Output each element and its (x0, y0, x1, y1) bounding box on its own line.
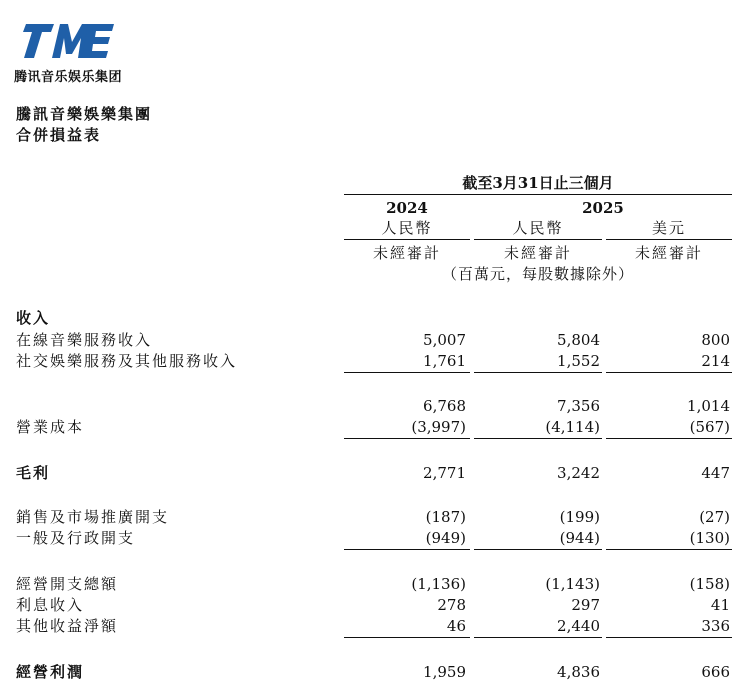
col2-underline (474, 239, 602, 240)
gross-profit-2025: 3,242 (557, 464, 600, 482)
other-gains-2024: 46 (446, 617, 466, 635)
audit-label-2: 未經審計 (503, 244, 572, 262)
year-2025-header: 2025 (582, 199, 624, 217)
total-opex-label: 經營開支總額 (16, 575, 119, 593)
cost-of-revenue-2024: (3,997) (411, 418, 466, 436)
online-music-usd: 800 (701, 331, 730, 349)
company-title: 騰訊音樂娛樂集團 (16, 105, 153, 123)
rule-opex-2 (474, 549, 602, 550)
online-music-label: 在線音樂服務收入 (16, 331, 153, 349)
company-logo (14, 22, 130, 85)
period-header: 截至3月31日止三個月 (462, 174, 614, 192)
gross-profit-usd: 447 (701, 464, 730, 482)
revenue-header: 收入 (16, 309, 51, 327)
cost-of-revenue-2025: (4,114) (545, 418, 600, 436)
total-revenue-2024: 6,768 (423, 397, 466, 415)
col1-underline (344, 239, 470, 240)
total-opex-2024: (1,136) (411, 575, 466, 593)
total-revenue-usd: 1,014 (687, 397, 730, 415)
social-ent-usd: 214 (701, 352, 730, 370)
rule-other-2 (474, 637, 602, 638)
currency-rmb-2024: 人民幣 (381, 219, 433, 237)
total-opex-2025: (1,143) (545, 575, 600, 593)
col3-underline (606, 239, 732, 240)
social-ent-label: 社交娛樂服務及其他服務收入 (16, 352, 238, 370)
admin-2024: (949) (425, 529, 466, 547)
admin-usd: (130) (689, 529, 730, 547)
social-ent-2025: 1,552 (557, 352, 600, 370)
rule-cost-1 (344, 438, 470, 439)
selling-2025: (199) (559, 508, 600, 526)
social-ent-2024: 1,761 (423, 352, 466, 370)
interest-income-2025: 297 (571, 596, 600, 614)
rule-rev-2 (474, 372, 602, 373)
unit-note: （百萬元，每股數據除外） (441, 265, 634, 283)
rule-opex-3 (606, 549, 732, 550)
operating-profit-2024: 1,959 (423, 663, 466, 681)
other-gains-label: 其他收益淨額 (16, 617, 119, 635)
tme-logo-mark (14, 22, 114, 60)
rule-cost-3 (606, 438, 732, 439)
interest-income-usd: 41 (710, 596, 730, 614)
interest-income-2024: 278 (437, 596, 466, 614)
other-gains-2025: 2,440 (557, 617, 600, 635)
logo-wordmark: 腾讯音乐娱乐集团 (14, 70, 123, 85)
operating-profit-2025: 4,836 (557, 663, 600, 681)
rule-other-1 (344, 637, 470, 638)
admin-label: 一般及行政開支 (16, 529, 136, 547)
rule-cost-2 (474, 438, 602, 439)
operating-profit-usd: 666 (701, 663, 730, 681)
admin-2025: (944) (559, 529, 600, 547)
cost-of-revenue-usd: (567) (689, 418, 730, 436)
selling-2024: (187) (425, 508, 466, 526)
selling-usd: (27) (699, 508, 730, 526)
interest-income-label: 利息收入 (16, 596, 85, 614)
audit-label-3: 未經審計 (634, 244, 703, 262)
other-gains-usd: 336 (701, 617, 730, 635)
total-opex-usd: (158) (689, 575, 730, 593)
audit-label-1: 未經審計 (372, 244, 441, 262)
operating-profit-label: 經營利潤 (16, 663, 85, 681)
total-revenue-2025: 7,356 (557, 397, 600, 415)
period-underline (344, 194, 732, 195)
currency-rmb-2025: 人民幣 (512, 219, 564, 237)
gross-profit-label: 毛利 (16, 464, 51, 482)
gross-profit-2024: 2,771 (423, 464, 466, 482)
cost-of-revenue-label: 營業成本 (16, 418, 85, 436)
rule-rev-1 (344, 372, 470, 373)
online-music-2024: 5,007 (423, 331, 466, 349)
rule-opex-1 (344, 549, 470, 550)
rule-rev-3 (606, 372, 732, 373)
currency-usd-2025: 美元 (651, 219, 686, 237)
statement-title: 合併損益表 (16, 126, 102, 144)
selling-label: 銷售及市場推廣開支 (16, 508, 170, 526)
rule-other-3 (606, 637, 732, 638)
year-2024-header: 2024 (386, 199, 428, 217)
online-music-2025: 5,804 (557, 331, 600, 349)
